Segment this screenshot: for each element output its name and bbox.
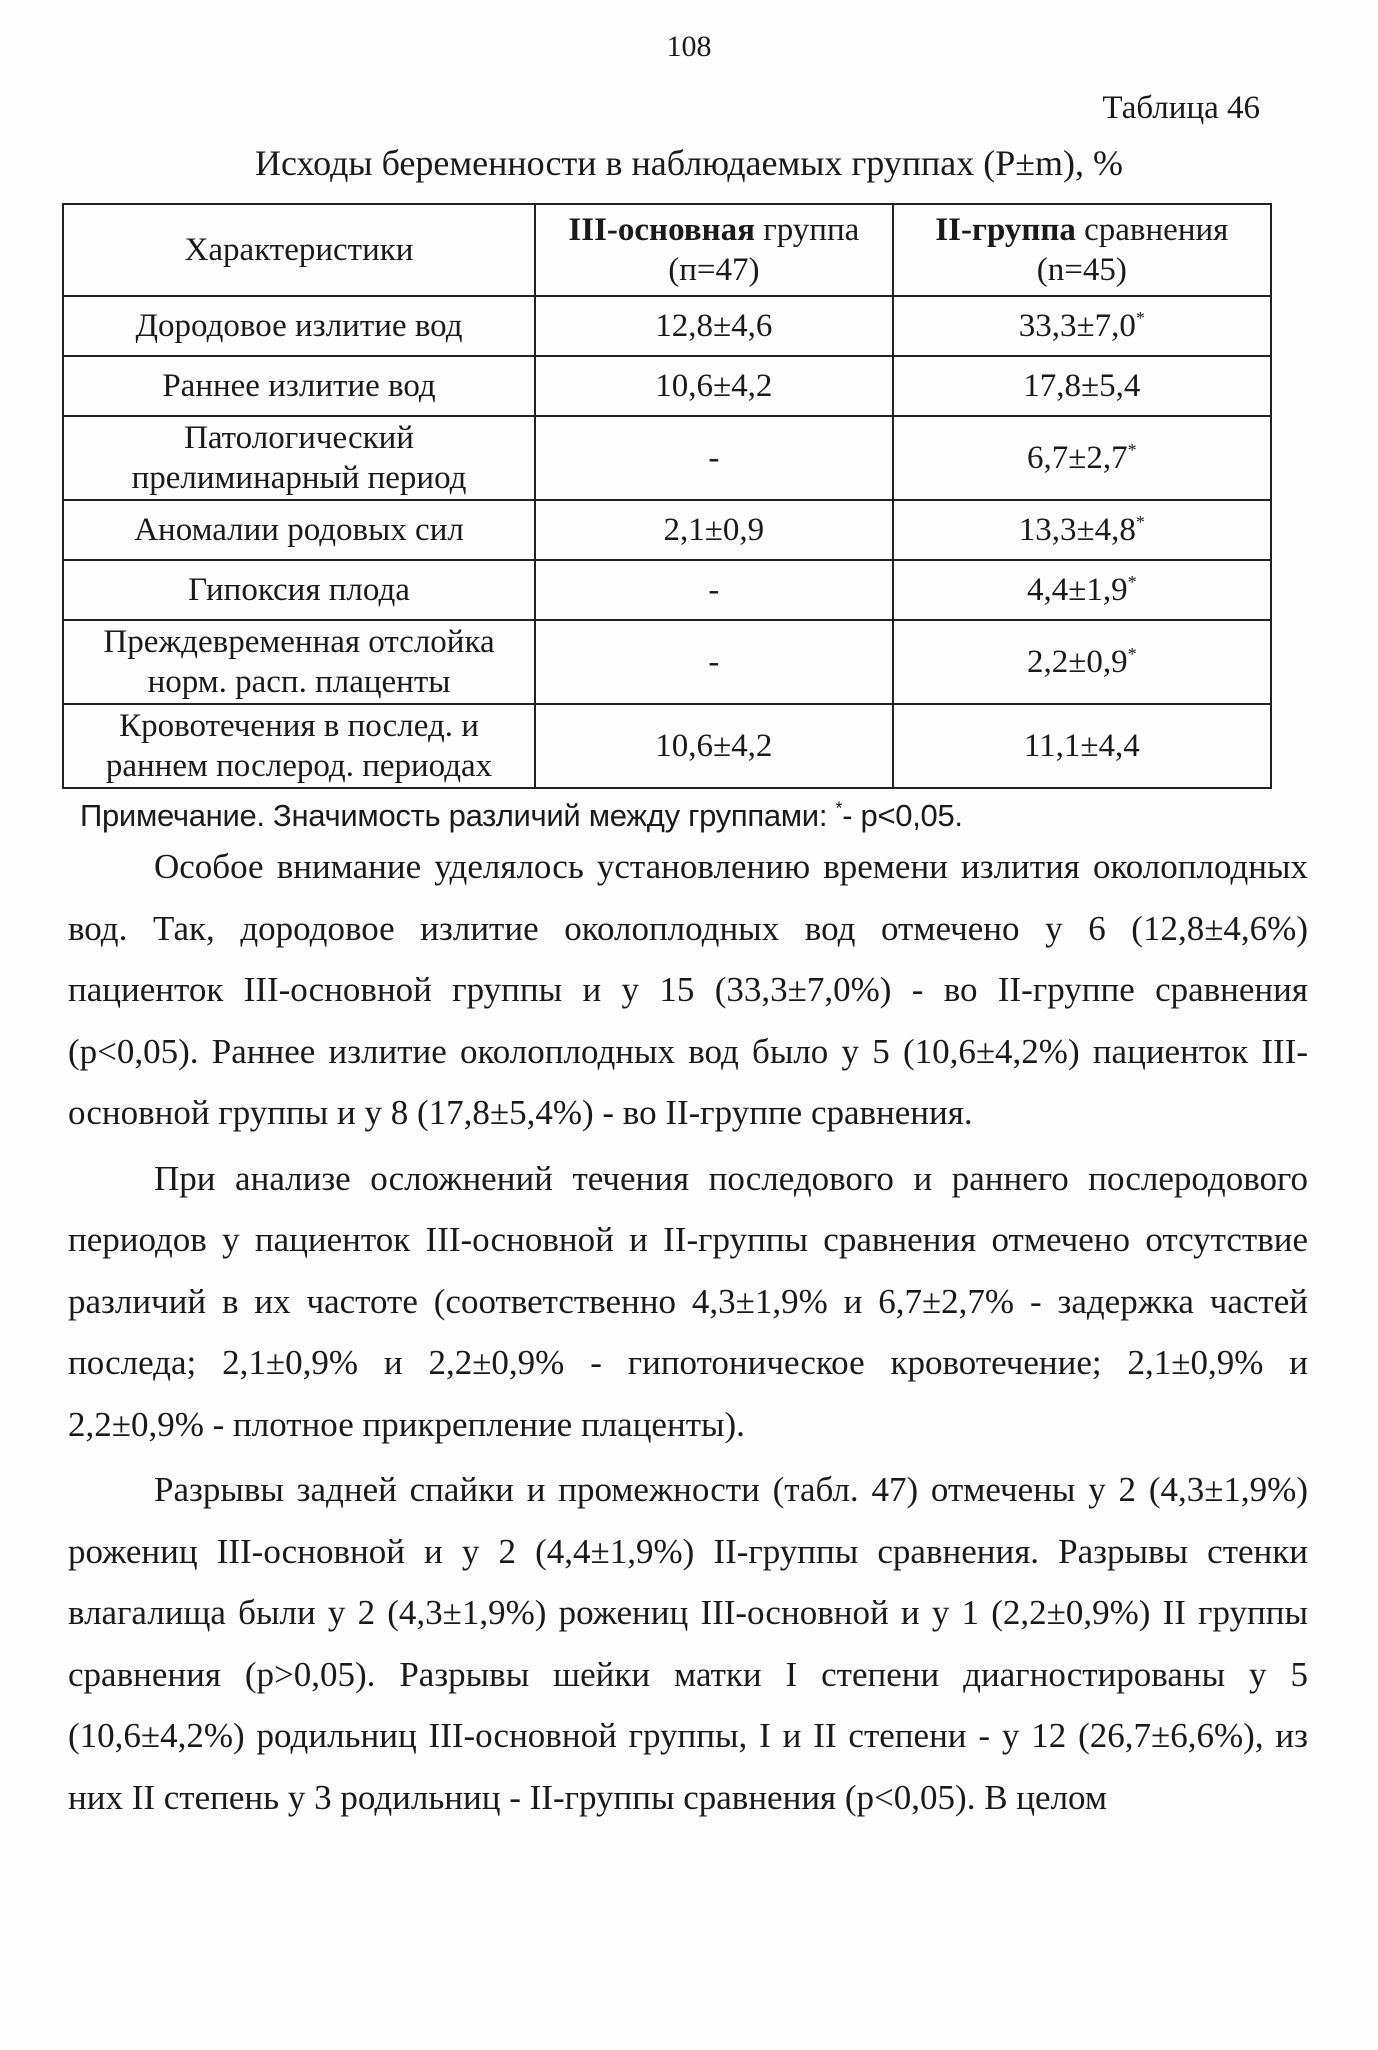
body-text bbox=[68, 836, 1308, 1828]
table-row bbox=[63, 620, 1271, 704]
table-row bbox=[63, 500, 1271, 560]
row-group-2-cell bbox=[893, 704, 1271, 788]
paragraph: Разрывы задней спайки и промежности (табл. 47) отмечены у 2 (4,3±1,9%) рожениц III-основной и у 2 (4,4±1,9%) II-группы сравнения. Разрывы стенки влагалища были у 2 (4,3±1,9%) рожениц III-основной и у 1 (2,2±0,9%) II группы сравнения (p>0,05). Разрывы шейки матки I степени диагностированы у 5 (10,6±4,2%) родильниц III-основной группы, I и II степени - у 12 (26,7±6,6%), из них II степень у 3 родильниц - II-группы сравнения (p<0,05). В целом bbox=[68, 1470, 1308, 1817]
row-group-3-value: - bbox=[535, 620, 893, 704]
row-group-2-value: 13,3±4,8 bbox=[1018, 512, 1136, 548]
row-group-2-cell bbox=[893, 356, 1271, 416]
header-group-2 bbox=[893, 204, 1271, 296]
row-group-2-value: 33,3±7,0 bbox=[1018, 308, 1136, 344]
row-label: Дородовое излитие вод bbox=[63, 296, 535, 356]
table-header-row bbox=[63, 204, 1271, 296]
row-label: Кровотечения в послед. и раннем послерод. периодах bbox=[63, 704, 535, 788]
table-row bbox=[63, 296, 1271, 356]
row-group-2-cell bbox=[893, 416, 1271, 500]
significance-mark: * bbox=[1127, 644, 1137, 664]
table-label: Таблица 46 bbox=[1102, 90, 1260, 126]
results-table bbox=[62, 203, 1272, 789]
header-group-3-n: (п=47) bbox=[668, 252, 760, 288]
row-group-3-value: 2,1±0,9 bbox=[535, 500, 893, 560]
row-label: Патологический прелиминарный период bbox=[63, 416, 535, 500]
row-group-2-cell bbox=[893, 560, 1271, 620]
header-group-3 bbox=[535, 204, 893, 296]
row-group-3-value: 10,6±4,2 bbox=[535, 356, 893, 416]
significance-mark: * bbox=[1135, 308, 1145, 328]
header-group-3-suffix: группа bbox=[754, 212, 860, 248]
significance-mark: * bbox=[1127, 440, 1137, 460]
row-group-3-value: - bbox=[535, 560, 893, 620]
table-row bbox=[63, 704, 1271, 788]
page-number: 108 bbox=[666, 30, 712, 63]
row-label: Гипоксия плода bbox=[63, 560, 535, 620]
row-group-3-value: 10,6±4,2 bbox=[535, 704, 893, 788]
table-note bbox=[80, 798, 963, 834]
row-group-2-cell bbox=[893, 500, 1271, 560]
significance-mark: * bbox=[1127, 572, 1137, 592]
significance-mark: * bbox=[1135, 512, 1145, 532]
row-group-2-value: 4,4±1,9 bbox=[1027, 572, 1128, 608]
row-label: Раннее излитие вод bbox=[63, 356, 535, 416]
row-group-2-value: 17,8±5,4 bbox=[1023, 368, 1141, 404]
table-row bbox=[63, 356, 1271, 416]
row-label: Аномалии родовых сил bbox=[63, 500, 535, 560]
paragraph: Особое внимание уделялось установлению времени излития околоплодных вод. Так, дородовое излитие околоплодных вод отмечено у 6 (12,8±4,6%) пациенток III-основной группы и у 15 (33,3±7,0%) - во II-группе сравнения (p<0,05). Раннее излитие околоплодных вод было у 5 (10,6±4,2%) пациенток III-основной группы и у 8 (17,8±5,4%) - во II-группе сравнения. bbox=[68, 847, 1308, 1132]
row-group-2-cell bbox=[893, 620, 1271, 704]
table-title: Исходы беременности в наблюдаемых группах (Р±m), % bbox=[254, 143, 1124, 183]
row-group-2-cell bbox=[893, 296, 1271, 356]
note-mark: * bbox=[835, 798, 843, 819]
table-row bbox=[63, 416, 1271, 500]
paragraph: При анализе осложнений течения последового и раннего послеродового периодов у пациенток III-основной и II-группы сравнения отмечено отсутствие различий в их частоте (соответственно 4,3±1,9% и 6,7±2,7% - задержка частей последа; 2,1±0,9% и 2,2±0,9% - гипотоническое кровотечение; 2,1±0,9% и 2,2±0,9% - плотное прикрепление плаценты). bbox=[68, 1158, 1308, 1444]
header-characteristics: Характеристики bbox=[63, 204, 535, 296]
row-group-2-value: 6,7±2,7 bbox=[1027, 440, 1128, 476]
table-row bbox=[63, 560, 1271, 620]
note-prefix: Примечание. Значимость различий между группами: bbox=[80, 798, 836, 833]
row-label: Преждевременная отслойка норм. расп. плаценты bbox=[63, 620, 535, 704]
row-group-2-value: 2,2±0,9 bbox=[1027, 644, 1128, 680]
header-group-2-n: (n=45) bbox=[1036, 252, 1127, 288]
row-group-2-value: 11,1±4,4 bbox=[1023, 728, 1140, 764]
row-group-3-value: - bbox=[535, 416, 893, 500]
header-group-2-suffix: сравнения bbox=[1075, 212, 1229, 248]
header-group-3-name: III-основная bbox=[568, 212, 755, 248]
note-suffix: - p<0,05. bbox=[842, 798, 963, 833]
header-group-2-name: II-группа bbox=[935, 212, 1076, 248]
row-group-3-value: 12,8±4,6 bbox=[535, 296, 893, 356]
